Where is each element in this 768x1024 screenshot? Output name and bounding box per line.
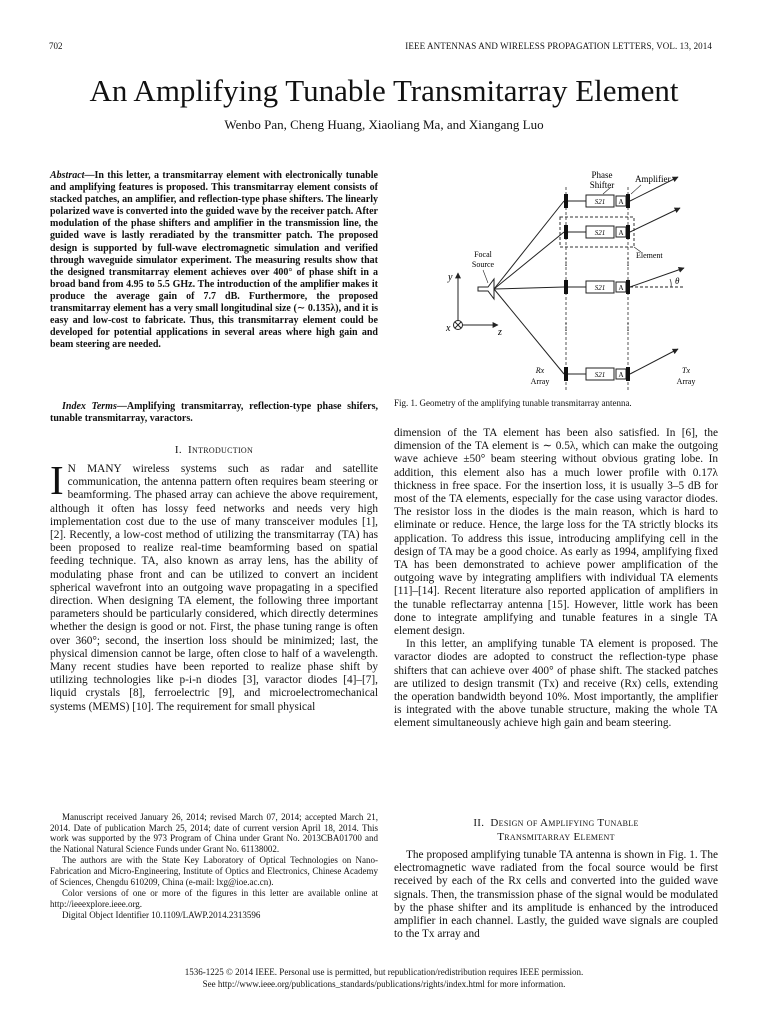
abstract-label: Abstract <box>50 170 85 181</box>
amplifier-box: A <box>618 229 624 237</box>
source-label: Source <box>471 260 495 269</box>
svg-text:⋮: ⋮ <box>561 322 571 333</box>
axis-z-label: z <box>498 327 502 338</box>
element-row-4 <box>564 349 678 381</box>
phase-shifter-box: S21 <box>594 198 606 206</box>
amplifier-box: A <box>618 198 624 206</box>
element-label: Element <box>636 251 663 260</box>
element-row-2 <box>560 208 680 260</box>
section-number: II. <box>473 817 485 829</box>
footnote-affiliation: The authors are with the State Key Laboratory of Optical Technologies on Nano-Fabrication and Micro-Engineering, Institute of Optics and Electronics, Chinese Academy of Sciences, Chengdu 610209, China (e-mail: lxg@ioe.ac.cn). <box>50 855 378 887</box>
copyright-notice <box>0 966 768 990</box>
focal-label: Focal <box>474 250 492 259</box>
axis-y-label: y <box>448 272 453 283</box>
section-title-line1: Design of Amplifying Tunable <box>490 817 639 829</box>
section-heading-design <box>394 816 718 844</box>
intro-paragraph: wireless systems such as radar and satellite communication, the antenna pattern often requires beam steering or beamforming. The phased array can achieve the above requirement, although it often has lossy feed networks and needs very high implementation cost due to the use of many transceiver modules [1], [2]. Recently, a low-cost method of utilizing the transmitarray (TA) has been proposed to realize real-time beamforming based on spatial feeding technique. TA, also known as array lens, has the ability of modulating phase front and can be utilized to convert an incident spherical wavefront into an outgoing wave propagating in a specified direction. When designing TA element, the following three important parameters should be particularly considered, which directly determines whether the design is good or not. First, the phase tuning range is often over 360°; second, the insertion loss should be minimized; last, the physical dimension cannot be large, often close to half of a wavelength. Many recent studies have been reported to realize phase shift by utilizing technologies like p-i-n diodes [3], varactor diodes [4]–[7], liquid crystals [8], ferroelectric [9], and microelectromechanical systems (MEMS) [10]. The requirement for small physical <box>50 463 378 713</box>
page-number: 702 <box>49 41 63 51</box>
drop-cap: I <box>50 457 64 503</box>
phase-shifter-box: S21 <box>594 229 606 237</box>
paragraph: dimension of the TA element has been also satisfied. In [6], the dimension of the TA element is ∼ 0.5λ, which can make the outgoing wave achieve ±50° beam steering without obvious grating lobe. In addition, this element also has a much lower profile with 0.17λ thickness in free space. For the insertion loss, it is usually 3–5 dB for most of the TA elements, especially for the case using varactor diodes. The resistor loss in the diodes is the main reason, which is hard to eliminate or reduce. Hence, the large loss for the TA strictly blocks its application. To address this issue, introducing amplifying cell in the design of TA may be a good choice. As early as 1994, amplifying fixed TA has been demonstrated to achieve power amplification of the outgoing wave by integrating amplifiers with individual TA elements [11]–[14]. Recent literature also reported application of amplifiers in the tunable reflectarray antenna [15]. However, little work has been done to integrate amplifying and tunable features in a single TA element design. <box>394 427 718 638</box>
phase-label: Phase <box>591 170 613 180</box>
tx-label: Tx <box>682 366 690 375</box>
rx-array-label: Array <box>530 377 550 386</box>
rx-label: Rx <box>535 366 545 375</box>
figure-1 <box>388 165 718 391</box>
section-heading-introduction <box>50 444 378 456</box>
focal-source <box>472 201 564 374</box>
figure-caption: Fig. 1. Geometry of the amplifying tunable transmitarray antenna. <box>394 398 632 408</box>
amplifier-label: Amplifier <box>635 174 671 184</box>
svg-text:⋮: ⋮ <box>623 322 633 333</box>
paper-title: An Amplifying Tunable Transmitarray Element <box>89 73 679 108</box>
footnote-manuscript: Manuscript received January 26, 2014; revised March 07, 2014; accepted March 21, 2014. Date of publication March 25, 2014; date of current version April 18, 2014. This work was supported by the 973 Program of China under Grant No. 2013CBA01700 and the National Natural Science Funds under Grant No. 61138002. <box>50 812 378 854</box>
tx-array-label: Array <box>676 377 696 386</box>
abstract-text: In this letter, a transmitarray element with electronically tunable and amplifying features is proposed. This transmitarray element consists of stacked patches, an amplifier, and reflection-type phase shifters. The linearly polarized wave is converted into the guided wave by the receiver patch. After modulation of the phase shifters and amplifier in the transmission line, the guided wave is lastly reradiated by the transmitter patch. The proposed design is supported by full-wave electromagnetic simulation and verified through waveguide simulator experiment. The measuring results show that the designed transmitarray element achieves over 400° of phase shift in a broad band from 4.95 to 5.5 GHz. The introduction of the amplifier makes it produce the average gain of 7.7 dB. Furthermore, the proposed transmitarray element has a very small longitudinal size (∼ 0.135λ), and it is easy and low-cost to fabricate. Thus, this transmitarray element could be developed for potential applications in several areas where high gain and beam steering are needed. <box>50 170 378 351</box>
journal-header: IEEE ANTENNAS AND WIRELESS PROPAGATION LETTERS, VOL. 13, 2014 <box>405 41 712 51</box>
abstract: Abstract—In this letter, a transmitarray element with electronically tunable and amplifying features is proposed. This transmitarray element consists of stacked patches, an amplifier, and reflection-type phase shifters. The linearly polarized wave is converted into the guided wave by the receiver patch. After modulation of the phase shifters and amplifier in the transmission line, the guided wave is lastly reradiated by the transmitter patch. The proposed design is supported by full-wave electromagnetic simulation and verified through waveguide simulator experiment. The measuring results show that the designed transmitarray element achieves over 400° of phase shift in a broad band from 4.95 to 5.5 GHz. The introduction of the amplifier makes it produce the average gain of 7.7 dB. Furthermore, the proposed transmitarray element has a very small longitudinal size (∼ 0.135λ), and it is easy and low-cost to fabricate. Thus, this transmitarray element could be developed for potential applications in several areas where high gain and beam steering are needed. <box>50 170 378 351</box>
lead-words: N MANY <box>67 463 122 475</box>
section-title: Introduction <box>188 444 254 456</box>
index-terms-label: Index Terms <box>62 401 117 412</box>
amplifier-box: A <box>618 284 624 292</box>
section-title-line2: Transmitarray Element <box>497 831 615 843</box>
theta-label: θ <box>675 276 680 286</box>
footnote-color: Color versions of one or more of the figures in this letter are available online at http://ieeexplore.ieee.org. <box>50 888 378 909</box>
element-row-3 <box>564 268 684 294</box>
phase-shifter-box: S21 <box>594 284 606 292</box>
footnotes <box>50 812 378 922</box>
svg-text:⋮: ⋮ <box>623 257 633 268</box>
footnote-doi: Digital Object Identifier 10.1109/LAWP.2014.2313596 <box>62 910 261 921</box>
svg-text:⋮: ⋮ <box>561 257 571 268</box>
index-terms-text: Amplifying transmitarray, reflection-type phase shifers, tunable transmitarray, varactors. <box>50 401 378 425</box>
copyright-line-2: See http://www.ieee.org/publications_standards/publications/rights/index.html for more information. <box>202 979 566 989</box>
paragraph: In this letter, an amplifying tunable TA element is proposed. The varactor diodes are adopted to construct the reflection-type phase shifters that can achieve over 400° of phase shift. The stacked patches are utilized to design transmit (Tx) and receive (Rx) cells, extending the operation bandwidth beyond 10%. Most importantly, the amplifier is integrated with the above tunable structure, making the whole TA element simultaneously achieve high gain and beam steering. <box>394 638 718 730</box>
shifter-label: Shifter <box>589 180 615 190</box>
right-column-body <box>394 427 718 731</box>
author-list: Wenbo Pan, Cheng Huang, Xiaoliang Ma, and Xiangang Luo <box>224 117 544 132</box>
index-terms: Index Terms—Amplifying transmitarray, reflection-type phase shifers, tunable transmitarray, varactors. <box>50 401 378 425</box>
amplifier-box: A <box>618 371 624 379</box>
copyright-line-1: 1536-1225 © 2014 IEEE. Personal use is permitted, but republication/redistribution requires IEEE permission. <box>184 967 584 977</box>
section-number: I. <box>174 444 182 456</box>
axis-x-label: x <box>446 323 451 334</box>
paragraph: The proposed amplifying tunable TA antenna is shown in Fig. 1. The electromagnetic wave radiated from the focal source would be first received by each of the Rx cells and converted into the guided wave signals. Then, the transmission phase of the signal would be modulated by the phase shifter and its amplitude is enhanced by the introduced amplifier in each channel. Lastly, the guided wave signals are coupled to the Tx array and <box>394 849 718 941</box>
transmitarray-diagram <box>388 165 718 391</box>
introduction-body <box>50 457 378 714</box>
phase-shifter-box: S21 <box>594 371 606 379</box>
section-2-body <box>394 849 718 941</box>
